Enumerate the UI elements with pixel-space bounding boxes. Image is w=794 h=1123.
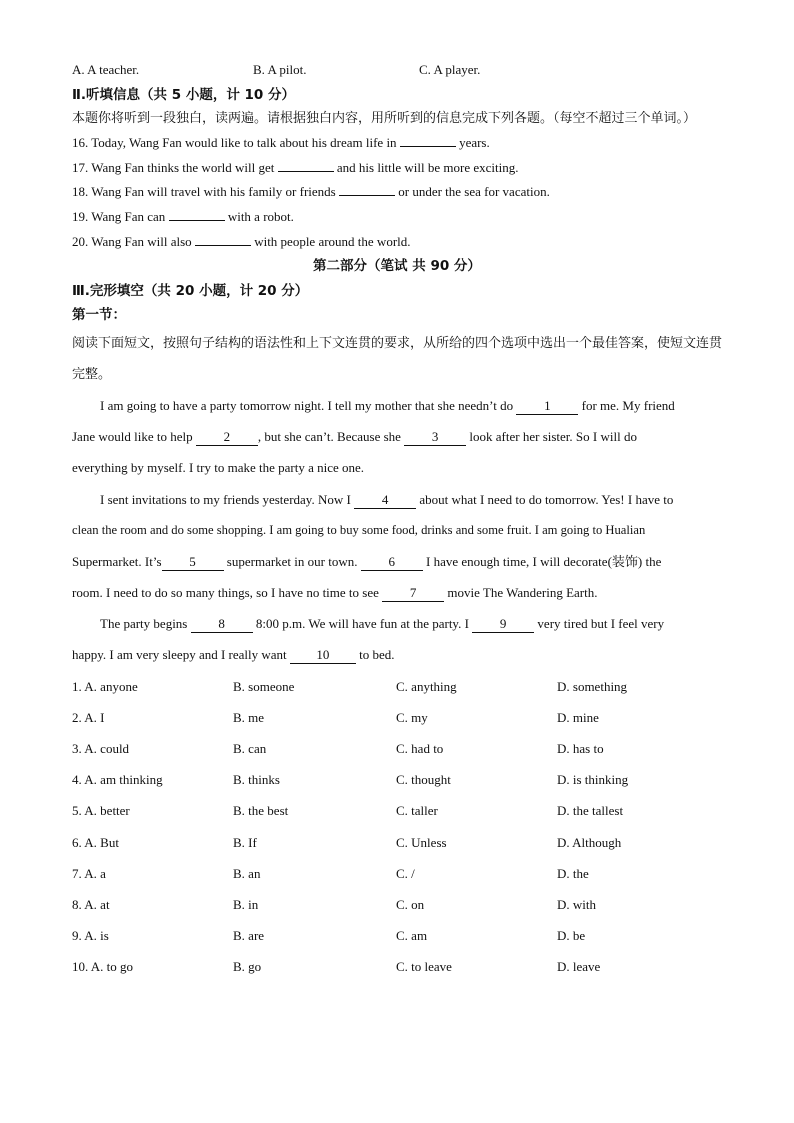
- fill-item: 19. Wang Fan can with a robot.: [72, 208, 294, 224]
- option[interactable]: D. mine: [557, 709, 599, 725]
- option[interactable]: B. thinks: [233, 772, 280, 788]
- option-row: [72, 858, 722, 889]
- cloze-options: [72, 671, 722, 983]
- q15-options: [72, 58, 722, 83]
- section-title: Ⅱ.听填信息（共 5 小题，计 10 分）: [72, 86, 296, 103]
- option[interactable]: 10. A. to go: [72, 959, 134, 975]
- option[interactable]: 3. A. could: [72, 741, 130, 756]
- option[interactable]: 9. A. is: [72, 928, 109, 944]
- passage-line: happy. I am very sleepy and I really want 10 to bed.: [72, 647, 395, 663]
- option-row: [72, 920, 722, 951]
- passage-line: The party begins 8 8:00 p.m. We will have fun at the party. I 9 very tired but I feel very: [100, 616, 665, 632]
- option[interactable]: C. Unless: [396, 834, 447, 850]
- option[interactable]: B. the best: [233, 803, 289, 819]
- option[interactable]: B. can: [233, 741, 267, 756]
- section-instructions: 阅读下面短文，按照句子结构的语法性和上下文连贯的要求，从所给的四个选项中选出一个最佳答案，使短文连贯完整。: [72, 335, 723, 382]
- cloze-blank[interactable]: 2: [196, 429, 258, 446]
- passage-line: I sent invitations to my friends yesterday. Now I 4 about what I need to do tomorrow. Yes! I have to: [100, 491, 674, 507]
- option-row: [72, 951, 722, 982]
- answer-blank[interactable]: [169, 207, 225, 221]
- option[interactable]: 5. A. better: [72, 803, 130, 819]
- option[interactable]: D. the tallest: [557, 803, 624, 819]
- option[interactable]: C. my: [396, 709, 428, 725]
- option[interactable]: D. leave: [557, 959, 601, 975]
- section-title: Ⅲ.完形填空（共 20 小题，计 20 分）: [72, 282, 309, 299]
- option[interactable]: C. taller: [396, 803, 438, 819]
- option[interactable]: D. is thinking: [557, 772, 629, 788]
- option[interactable]: D. something: [557, 678, 628, 694]
- option[interactable]: C. to leave: [396, 959, 452, 975]
- option[interactable]: B. in: [233, 896, 259, 912]
- option[interactable]: B. me: [233, 709, 265, 725]
- fill-item: 20. Wang Fan will also with people around the world.: [72, 233, 411, 249]
- cloze-blank[interactable]: 5: [162, 554, 224, 571]
- answer-blank[interactable]: [339, 182, 395, 196]
- option: A. A teacher.: [72, 62, 140, 77]
- passage-line: clean the room and do some shopping. I am going to buy some food, drinks and some fruit. I am going to Hualian: [72, 522, 646, 537]
- option-row: [72, 764, 722, 795]
- cloze-blank[interactable]: 6: [361, 554, 423, 571]
- option[interactable]: 6. A. But: [72, 834, 119, 850]
- option: B. A pilot.: [253, 62, 307, 77]
- section-instructions: 本题你将听到一段独白，读两遍。请根据独白内容，用所听到的信息完成下列各题。（每空不超过三个单词。）: [72, 111, 697, 127]
- fill-item: 16. Today, Wang Fan would like to talk about his dream life in years.: [72, 135, 490, 151]
- option[interactable]: 2. A. I: [72, 709, 105, 725]
- option[interactable]: 1. A. anyone: [72, 678, 138, 694]
- exam-page: [72, 58, 722, 983]
- option-row: [72, 733, 722, 764]
- passage-line: Jane would like to help 2 , but she can’t. Because she 3 look after her sister. So I will do: [72, 429, 637, 445]
- option[interactable]: C. had to: [396, 741, 444, 756]
- cloze-blank[interactable]: 9: [472, 616, 534, 633]
- cloze-blank[interactable]: 7: [382, 585, 444, 602]
- cloze-passage: [72, 390, 722, 671]
- passage-line: Supermarket. It’s 5 supermarket in our town. 6 I have enough time, I will decorate(装饰) the: [72, 553, 662, 569]
- answer-blank[interactable]: [400, 133, 456, 147]
- option[interactable]: B. someone: [233, 678, 295, 694]
- option[interactable]: D. the: [557, 865, 589, 881]
- option-row: [72, 702, 722, 733]
- passage-line: I am going to have a party tomorrow night. I tell my mother that she needn’t do 1 for me. My friend: [100, 397, 675, 413]
- option-row: [72, 795, 722, 826]
- option[interactable]: C. /: [396, 865, 415, 881]
- option[interactable]: C. am: [396, 928, 428, 944]
- option[interactable]: D. with: [557, 896, 596, 912]
- option[interactable]: C. on: [396, 896, 425, 912]
- option[interactable]: D. has to: [557, 741, 604, 756]
- option[interactable]: C. anything: [396, 678, 457, 694]
- option-row: [72, 671, 722, 702]
- part-title: 第二部分（笔试 共 90 分）: [313, 258, 481, 275]
- subsection-title: 第一节：: [72, 307, 126, 324]
- cloze-blank[interactable]: 8: [191, 616, 253, 633]
- cloze-blank[interactable]: 1: [516, 398, 578, 415]
- fill-item: 17. Wang Fan thinks the world will get and his little will be more exciting.: [72, 159, 519, 175]
- option[interactable]: B. are: [233, 928, 265, 944]
- option[interactable]: B. If: [233, 834, 257, 850]
- answer-blank[interactable]: [195, 232, 251, 246]
- cloze-blank[interactable]: 4: [354, 492, 416, 509]
- option[interactable]: 4. A. am thinking: [72, 772, 163, 788]
- passage-line: room. I need to do so many things, so I have no time to see 7 movie The Wandering Earth.: [72, 585, 598, 601]
- cloze-blank[interactable]: 3: [404, 429, 466, 446]
- answer-blank[interactable]: [278, 158, 334, 172]
- option-row: [72, 889, 722, 920]
- option[interactable]: B. go: [233, 959, 262, 975]
- option: C. A player.: [419, 62, 481, 77]
- option[interactable]: D. be: [557, 928, 586, 944]
- option[interactable]: 8. A. at: [72, 896, 110, 912]
- option[interactable]: D. Although: [557, 834, 622, 850]
- cloze-blank[interactable]: 10: [290, 647, 356, 664]
- option[interactable]: C. thought: [396, 772, 451, 788]
- option-row: [72, 827, 722, 858]
- passage-line: everything by myself. I try to make the party a nice one.: [72, 460, 365, 476]
- option[interactable]: B. an: [233, 865, 261, 881]
- option[interactable]: 7. A. a: [72, 865, 106, 881]
- fill-item: 18. Wang Fan will travel with his family or friends or under the sea for vacation.: [72, 184, 550, 200]
